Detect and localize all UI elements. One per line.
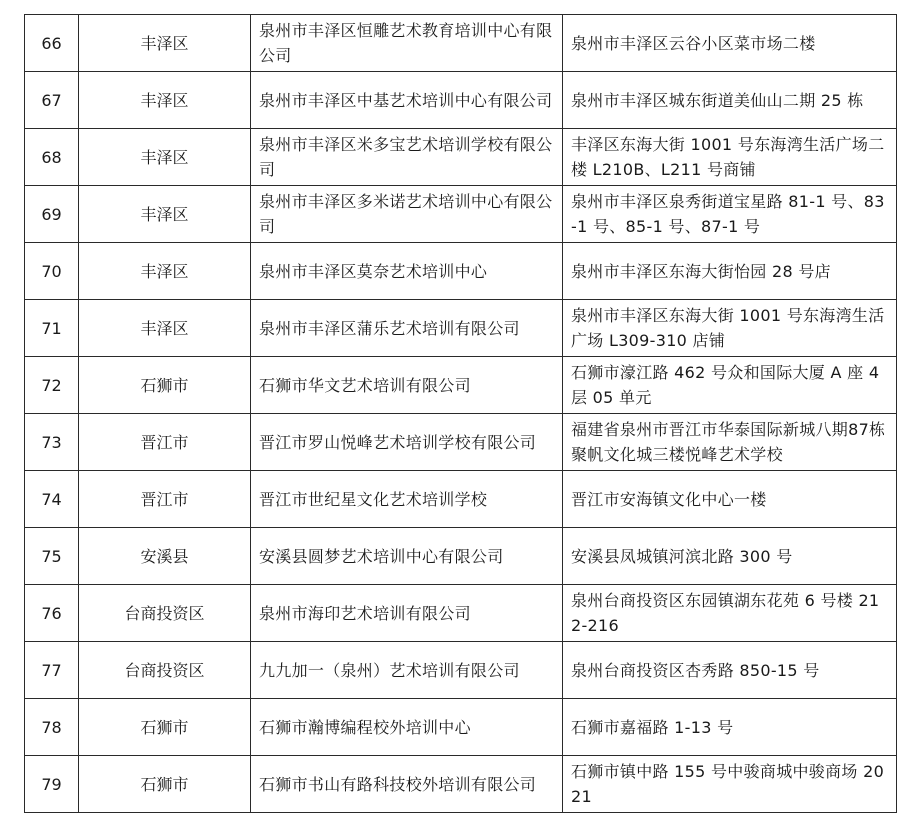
district-cell: 石狮市 — [79, 699, 251, 756]
institution-name-cell: 泉州市丰泽区蒲乐艺术培训有限公司 — [251, 300, 563, 357]
institution-name-cell: 石狮市华文艺术培训有限公司 — [251, 357, 563, 414]
training-institution-table — [24, 14, 897, 813]
row-number: 77 — [25, 642, 79, 699]
institution-name-cell: 石狮市瀚博编程校外培训中心 — [251, 699, 563, 756]
row-number: 67 — [25, 72, 79, 129]
institution-name-cell: 石狮市书山有路科技校外培训有限公司 — [251, 756, 563, 813]
row-number: 74 — [25, 471, 79, 528]
table-row — [25, 642, 897, 699]
district-cell: 石狮市 — [79, 357, 251, 414]
row-number: 78 — [25, 699, 79, 756]
institution-name-cell: 安溪县圆梦艺术培训中心有限公司 — [251, 528, 563, 585]
address-cell: 泉州市丰泽区泉秀街道宝星路 81-1 号、83-1 号、85-1 号、87-1 号 — [563, 186, 897, 243]
table-row — [25, 357, 897, 414]
district-cell: 台商投资区 — [79, 642, 251, 699]
district-cell: 丰泽区 — [79, 72, 251, 129]
address-cell: 泉州市丰泽区东海大街怡园 28 号店 — [563, 243, 897, 300]
table-row — [25, 15, 897, 72]
row-number: 68 — [25, 129, 79, 186]
district-cell: 石狮市 — [79, 756, 251, 813]
address-cell: 石狮市濠江路 462 号众和国际大厦 A 座 4 层 05 单元 — [563, 357, 897, 414]
table-row — [25, 72, 897, 129]
institution-name-cell: 九九加一（泉州）艺术培训有限公司 — [251, 642, 563, 699]
table-body — [25, 15, 897, 813]
table-row — [25, 471, 897, 528]
row-number: 70 — [25, 243, 79, 300]
table-row — [25, 414, 897, 471]
row-number: 69 — [25, 186, 79, 243]
district-cell: 台商投资区 — [79, 585, 251, 642]
district-cell: 安溪县 — [79, 528, 251, 585]
district-cell: 丰泽区 — [79, 129, 251, 186]
address-cell: 丰泽区东海大街 1001 号东海湾生活广场二楼 L210B、L211 号商铺 — [563, 129, 897, 186]
district-cell: 晋江市 — [79, 471, 251, 528]
institution-name-cell: 泉州市丰泽区多米诺艺术培训中心有限公司 — [251, 186, 563, 243]
district-cell: 丰泽区 — [79, 243, 251, 300]
row-number: 73 — [25, 414, 79, 471]
table-row — [25, 756, 897, 813]
institution-name-cell: 泉州市丰泽区莫奈艺术培训中心 — [251, 243, 563, 300]
table-row — [25, 585, 897, 642]
address-cell: 泉州台商投资区杏秀路 850-15 号 — [563, 642, 897, 699]
table-row — [25, 300, 897, 357]
row-number: 66 — [25, 15, 79, 72]
table-row — [25, 243, 897, 300]
institution-name-cell: 泉州市丰泽区中基艺术培训中心有限公司 — [251, 72, 563, 129]
institution-name-cell: 泉州市丰泽区米多宝艺术培训学校有限公司 — [251, 129, 563, 186]
address-cell: 福建省泉州市晋江市华泰国际新城八期87栋聚帆文化城三楼悦峰艺术学校 — [563, 414, 897, 471]
institution-name-cell: 泉州市海印艺术培训有限公司 — [251, 585, 563, 642]
row-number: 76 — [25, 585, 79, 642]
row-number: 72 — [25, 357, 79, 414]
address-cell: 石狮市镇中路 155 号中骏商城中骏商场 2021 — [563, 756, 897, 813]
institution-name-cell: 泉州市丰泽区恒雕艺术教育培训中心有限公司 — [251, 15, 563, 72]
row-number: 79 — [25, 756, 79, 813]
address-cell: 泉州市丰泽区城东街道美仙山二期 25 栋 — [563, 72, 897, 129]
district-cell: 丰泽区 — [79, 186, 251, 243]
institution-table-container — [24, 14, 896, 813]
district-cell: 丰泽区 — [79, 300, 251, 357]
institution-name-cell: 晋江市罗山悦峰艺术培训学校有限公司 — [251, 414, 563, 471]
address-cell: 安溪县凤城镇河滨北路 300 号 — [563, 528, 897, 585]
table-row — [25, 129, 897, 186]
row-number: 71 — [25, 300, 79, 357]
table-row — [25, 186, 897, 243]
institution-name-cell: 晋江市世纪星文化艺术培训学校 — [251, 471, 563, 528]
row-number: 75 — [25, 528, 79, 585]
address-cell: 晋江市安海镇文化中心一楼 — [563, 471, 897, 528]
district-cell: 晋江市 — [79, 414, 251, 471]
district-cell: 丰泽区 — [79, 15, 251, 72]
table-row — [25, 699, 897, 756]
address-cell: 石狮市嘉福路 1-13 号 — [563, 699, 897, 756]
address-cell: 泉州市丰泽区东海大街 1001 号东海湾生活广场 L309-310 店铺 — [563, 300, 897, 357]
table-row — [25, 528, 897, 585]
address-cell: 泉州台商投资区东园镇湖东花苑 6 号楼 212-216 — [563, 585, 897, 642]
address-cell: 泉州市丰泽区云谷小区菜市场二楼 — [563, 15, 897, 72]
